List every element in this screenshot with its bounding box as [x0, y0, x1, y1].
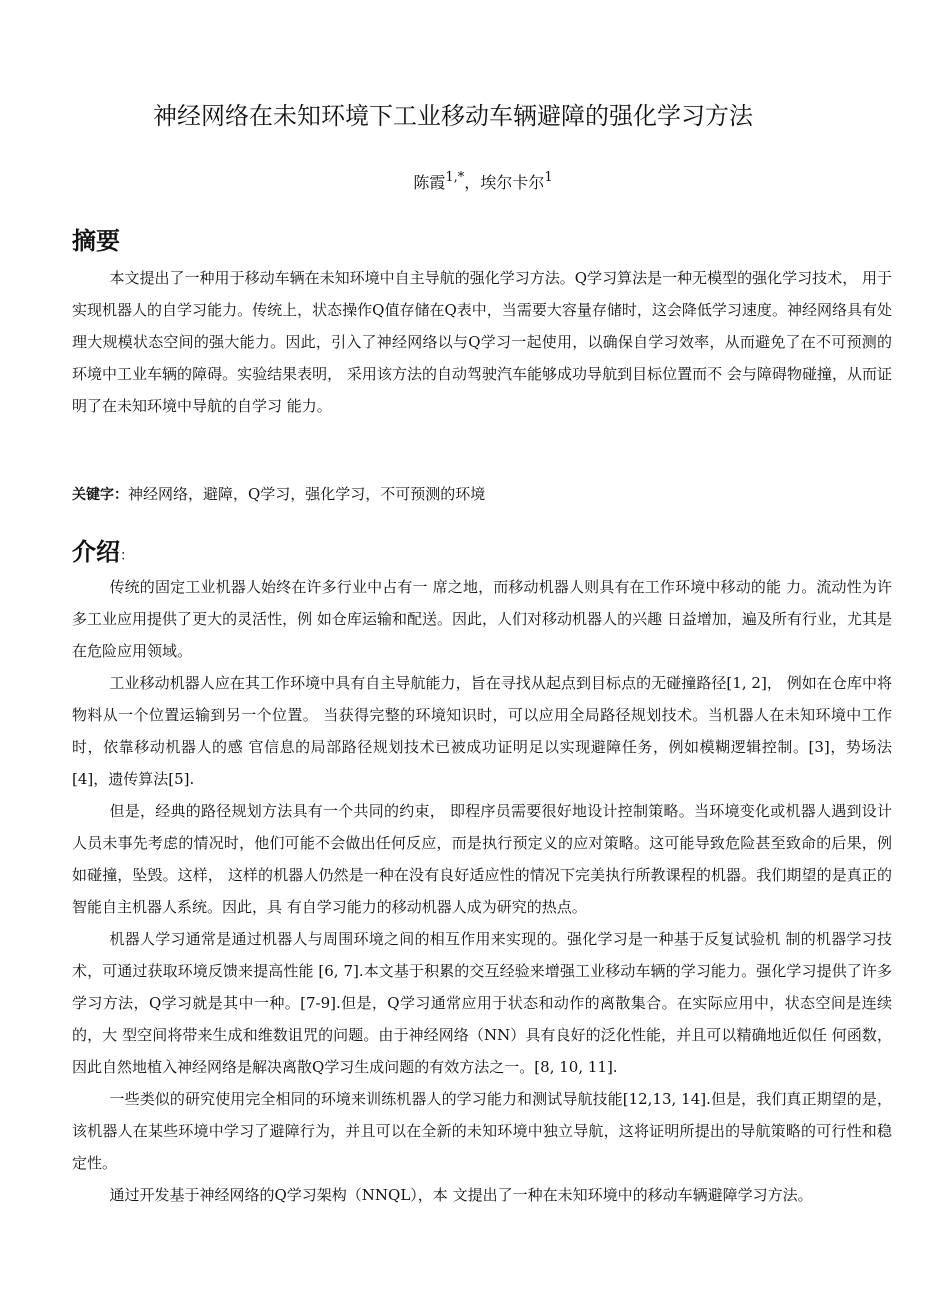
intro-paragraph: 但是，经典的路径规划方法具有一个共同的约束， 即程序员需要很好地设计控制策略。当环境变化或机器人遇到设计人员未事先考虑的情况时，他们可能不会做出任何反应，而是执行预定义的应对策略。这可能导致危险甚至致命的后果，例如碰撞，坠毁。这样， 这样的机器人仍然是一种在没有良好适应性的情况下完美执行所教课程的机器。我们期望的是真正的智能自主机器人系统。因此，具 有自学习能力的移动机器人成为研究的热点。	[72, 802, 892, 916]
author-affiliation-mark: 1	[544, 170, 553, 185]
intro-paragraph: 工业移动机器人应在其工作环境中具有自主导航能力，旨在寻找从起点到目标点的无碰撞路径[1, 2]， 例如在仓库中将物料从一个位置运输到另一个位置。 当获得完整的环境知识时，可以应用全局路径规划技术。当机器人在未知环境中工作时，依靠移动机器人的感 官信息的局部路径规划技术已被成功证明足以实现避障任务，例如模糊逻辑控制。[3]，势场法[4]，遗传算法[5].	[72, 674, 892, 788]
author-line	[0, 170, 926, 196]
paper-title: 神经网络在未知环境下工业移动车辆避障的强化学习方法	[153, 102, 753, 130]
intro-paragraph: 通过开发基于神经网络的Q学习架构（NNQL），本 文提出了一种在未知环境中的移动车辆避障学习方法。	[109, 1186, 813, 1204]
abstract-heading	[72, 226, 120, 256]
abstract-body	[72, 262, 892, 422]
keywords-text: 神经网络，避障，Q学习，强化学习，不可预测的环境	[128, 485, 486, 503]
intro-heading-text: 介绍	[72, 538, 120, 566]
intro-heading-colon: ：	[120, 548, 134, 564]
author-name: 埃尔卡尔	[480, 173, 545, 192]
intro-heading	[72, 537, 134, 571]
author-name: 陈霞	[413, 173, 446, 192]
author-separator: ，	[464, 173, 481, 192]
author-affiliation-mark: 1,*	[445, 170, 465, 185]
abstract-heading-text: 摘要	[72, 227, 120, 255]
intro-body	[72, 571, 892, 1211]
keywords-line	[72, 480, 892, 509]
keywords-label: 关键字：	[72, 487, 128, 503]
abstract-paragraph: 本文提出了一种用于移动车辆在未知环境中自主导航的强化学习方法。Q学习算法是一种无模型的强化学习技术， 用于实现机器人的自学习能力。传统上，状态操作Q值存储在Q表中，当需要大容量存储时，这会降低学习速度。神经网络具有处理大规模状态空间的强大能力。因此，引入了神经网络以与Q学习一起使用，以确保自学习效率，从而避免了在不可预测的环境中工业车辆的障碍。实验结果表明， 采用该方法的自动驾驶汽车能够成功导航到目标位置而不 会与障碍物碰撞，从而证明了在未知环境中导航的自学习 能力。	[72, 269, 892, 415]
intro-paragraph: 一些类似的研究使用完全相同的环境来训练机器人的学习能力和测试导航技能[12,13, 14].但是，我们真正期望的是，该机器人在某些环境中学习了避障行为，并且可以在全新的未知环境中独立导航，这将证明所提出的导航策略的可行性和稳定性。	[72, 1090, 892, 1172]
intro-paragraph: 传统的固定工业机器人始终在许多行业中占有一 席之地，而移动机器人则具有在工作环境中移动的能 力。流动性为许多工业应用提供了更大的灵活性，例 如仓库运输和配送。因此，人们对移动机器人的兴趣 日益增加，遍及所有行业，尤其是在危险应用领域。	[72, 578, 892, 660]
intro-paragraph: 机器人学习通常是通过机器人与周围环境之间的相互作用来实现的。强化学习是一种基于反复试验机 制的机器学习技术，可通过获取环境反馈来提高性能 [6, 7].本文基于积累的交互经验来增强工业移动车辆的学习能力。强化学习提供了许多学习方法，Q学习就是其中一种。[7-9].但是，Q学习通常应用于状态和动作的离散集合。在实际应用中，状态空间是连续的，大 型空间将带来生成和维数诅咒的问题。由于神经网络（NN）具有良好的泛化性能，并且可以精确地近似任 何函数，因此自然地植入神经网络是解决离散Q学习生成问题的有效方法之一。[8, 10, 11].	[72, 930, 892, 1076]
